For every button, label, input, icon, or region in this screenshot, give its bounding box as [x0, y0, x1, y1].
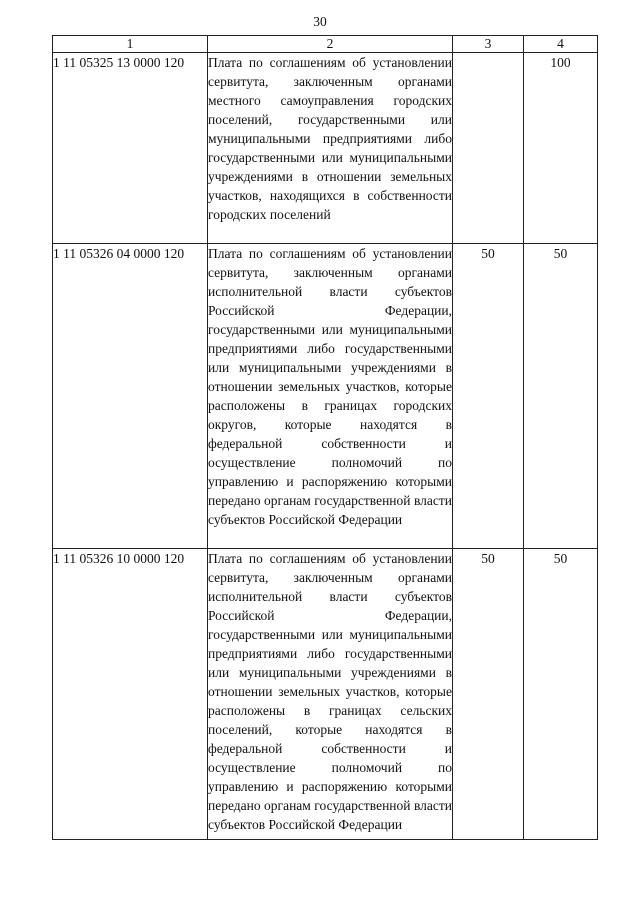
revenue-table — [52, 35, 598, 840]
column-header-3: 3 — [453, 36, 524, 53]
column-header-1: 1 — [53, 36, 208, 53]
revenue-name-cell: Плата по соглашениям об установлении сервитута, заключенным органами исполнительной власти субъектов Российской Федерации, государственными или муниципальными предприятиями либо государственными или муниципальными учреждениями в отношении земельных участков, которые расположены в границах городских округов, которые находятся в федеральной собственности и осуществление полномочий по управлению и распоряжению которыми передано органам государственной власти субъектов Российской Федерации — [208, 244, 453, 549]
column-4-value: 50 — [553, 246, 568, 261]
column-3-value-cell — [453, 53, 524, 244]
column-4-value-cell — [524, 244, 598, 549]
table-header-row — [53, 36, 598, 53]
column-4-value-cell — [524, 53, 598, 244]
column-3-value — [453, 53, 523, 54]
column-header-2: 2 — [208, 36, 453, 53]
column-3-value-cell — [453, 244, 524, 549]
table-row — [53, 244, 598, 549]
column-4-value: 50 — [553, 551, 568, 566]
budget-code-cell: 1 11 05326 04 0000 120 — [53, 244, 208, 549]
page-number: 30 — [313, 14, 327, 29]
column-3-value: 50 — [481, 246, 495, 261]
table-row — [53, 53, 598, 244]
revenue-name-cell: Плата по соглашениям об установлении сервитута, заключенным органами исполнительной власти субъектов Российской Федерации, государственными или муниципальными предприятиями либо государственными или муниципальными учреждениями в отношении земельных участков, которые расположены в границах сельских поселений, которые находятся в федеральной собственности и осуществление полномочий по управлению и распоряжению которыми передано органам государственной власти субъектов Российской Федерации — [208, 549, 453, 840]
column-header-4: 4 — [524, 36, 598, 53]
budget-code-cell: 1 11 05325 13 0000 120 — [53, 53, 208, 244]
column-3-value: 50 — [481, 551, 495, 566]
budget-code-cell: 1 11 05326 10 0000 120 — [53, 549, 208, 840]
column-3-value-cell — [453, 549, 524, 840]
column-4-value-cell — [524, 549, 598, 840]
revenue-name-cell: Плата по соглашениям об установлении сервитута, заключенным органами местного самоуправления городских поселений, государственными или муниципальными предприятиями либо государственными или муниципальными учреждениями в отношении земельных участков, находящихся в собственности городских поселений — [208, 53, 453, 244]
column-4-value: 100 — [550, 55, 571, 70]
table-row — [53, 549, 598, 840]
